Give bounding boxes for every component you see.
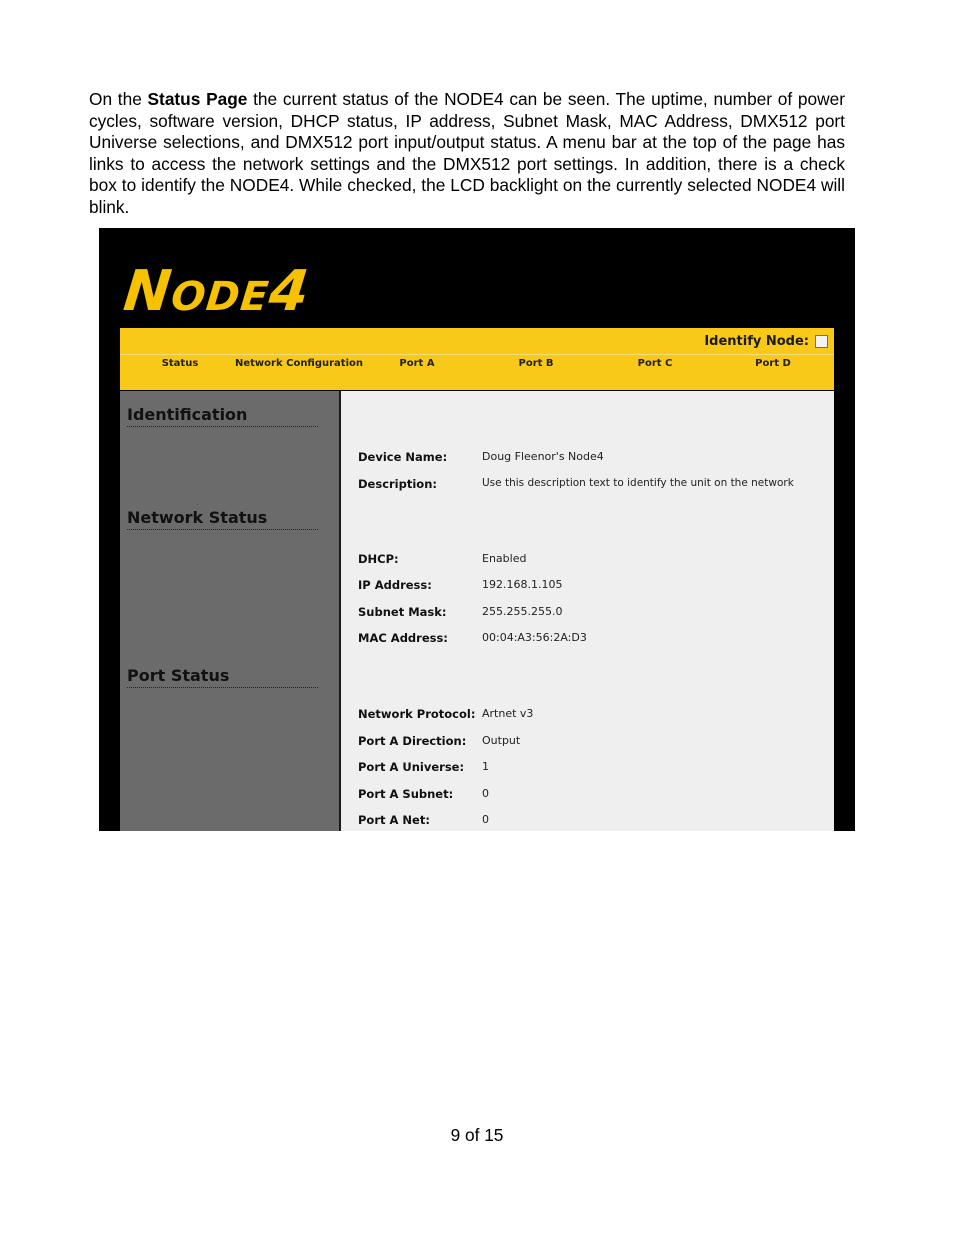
nav-port-c[interactable]: Port C [637,358,673,369]
section-identification: Identification [127,405,318,427]
logo-letter-n: N [120,259,176,324]
intro-text-rest: the current status of the NODE4 can be seen. The uptime, number of power cycles, software version, DHCP status, IP address, Subnet Mask, MAC Address, DMX512 port Universe selections, and DMX512 port input/output status. A menu bar at the top of the page has links to access the network settings and the DMX512 port settings. In addition, there is a check box to identify the NODE4. While checked, the LCD backlight on the currently selected NODE4 will blink. [89,89,845,217]
value-description: Use this description text to identify the unit on the network [482,477,794,489]
page-number: 9 of 15 [450,1125,504,1145]
label-dhcp: DHCP: [358,552,399,566]
value-device-name: Doug Fleenor's Node4 [482,450,604,463]
section-network-status: Network Status [127,508,318,530]
sidebar [120,391,339,831]
label-description: Description: [358,477,437,491]
value-port-a-subnet: 0 [482,787,489,800]
identify-node-label: Identify Node: [704,334,809,349]
label-network-protocol: Network Protocol: [358,707,476,721]
intro-bold-status-page: Status Page [147,89,248,109]
label-port-a-universe: Port A Universe: [358,760,465,774]
status-content [341,391,834,831]
right-border [834,328,855,831]
node4-logo [120,259,313,324]
label-device-name: Device Name: [358,450,448,464]
nav-port-b[interactable]: Port B [518,358,554,369]
label-port-a-net: Port A Net: [358,813,430,827]
label-port-a-direction: Port A Direction: [358,734,467,748]
value-port-a-universe: 1 [482,760,489,773]
label-ip-address: IP Address: [358,578,432,592]
value-subnet-mask: 255.255.255.0 [482,605,563,618]
nav-network-configuration[interactable]: Network Configuration [235,358,363,369]
value-ip-address: 192.168.1.105 [482,578,563,591]
label-subnet-mask: Subnet Mask: [358,605,447,619]
identify-node-control[interactable] [704,334,828,349]
value-mac-address: 00:04:A3:56:2A:D3 [482,631,587,644]
value-port-a-direction: Output [482,734,521,747]
nav-status[interactable]: Status [161,358,199,369]
menu-separator [120,354,834,355]
value-dhcp: Enabled [482,552,527,565]
intro-text-start: On the [89,89,148,109]
node4-status-screenshot [99,228,855,831]
intro-paragraph [89,89,845,218]
value-port-a-net: 0 [482,813,489,826]
logo-letters-ode: ODE [168,274,272,320]
logo-digit-4: 4 [266,259,313,324]
label-mac-address: MAC Address: [358,631,448,645]
identify-node-checkbox[interactable] [815,335,828,348]
nav-port-a[interactable]: Port A [399,358,435,369]
value-network-protocol: Artnet v3 [482,707,534,720]
label-port-a-subnet: Port A Subnet: [358,787,454,801]
section-port-status: Port Status [127,666,318,688]
nav-port-d[interactable]: Port D [755,358,791,369]
menu-bar [120,328,834,390]
